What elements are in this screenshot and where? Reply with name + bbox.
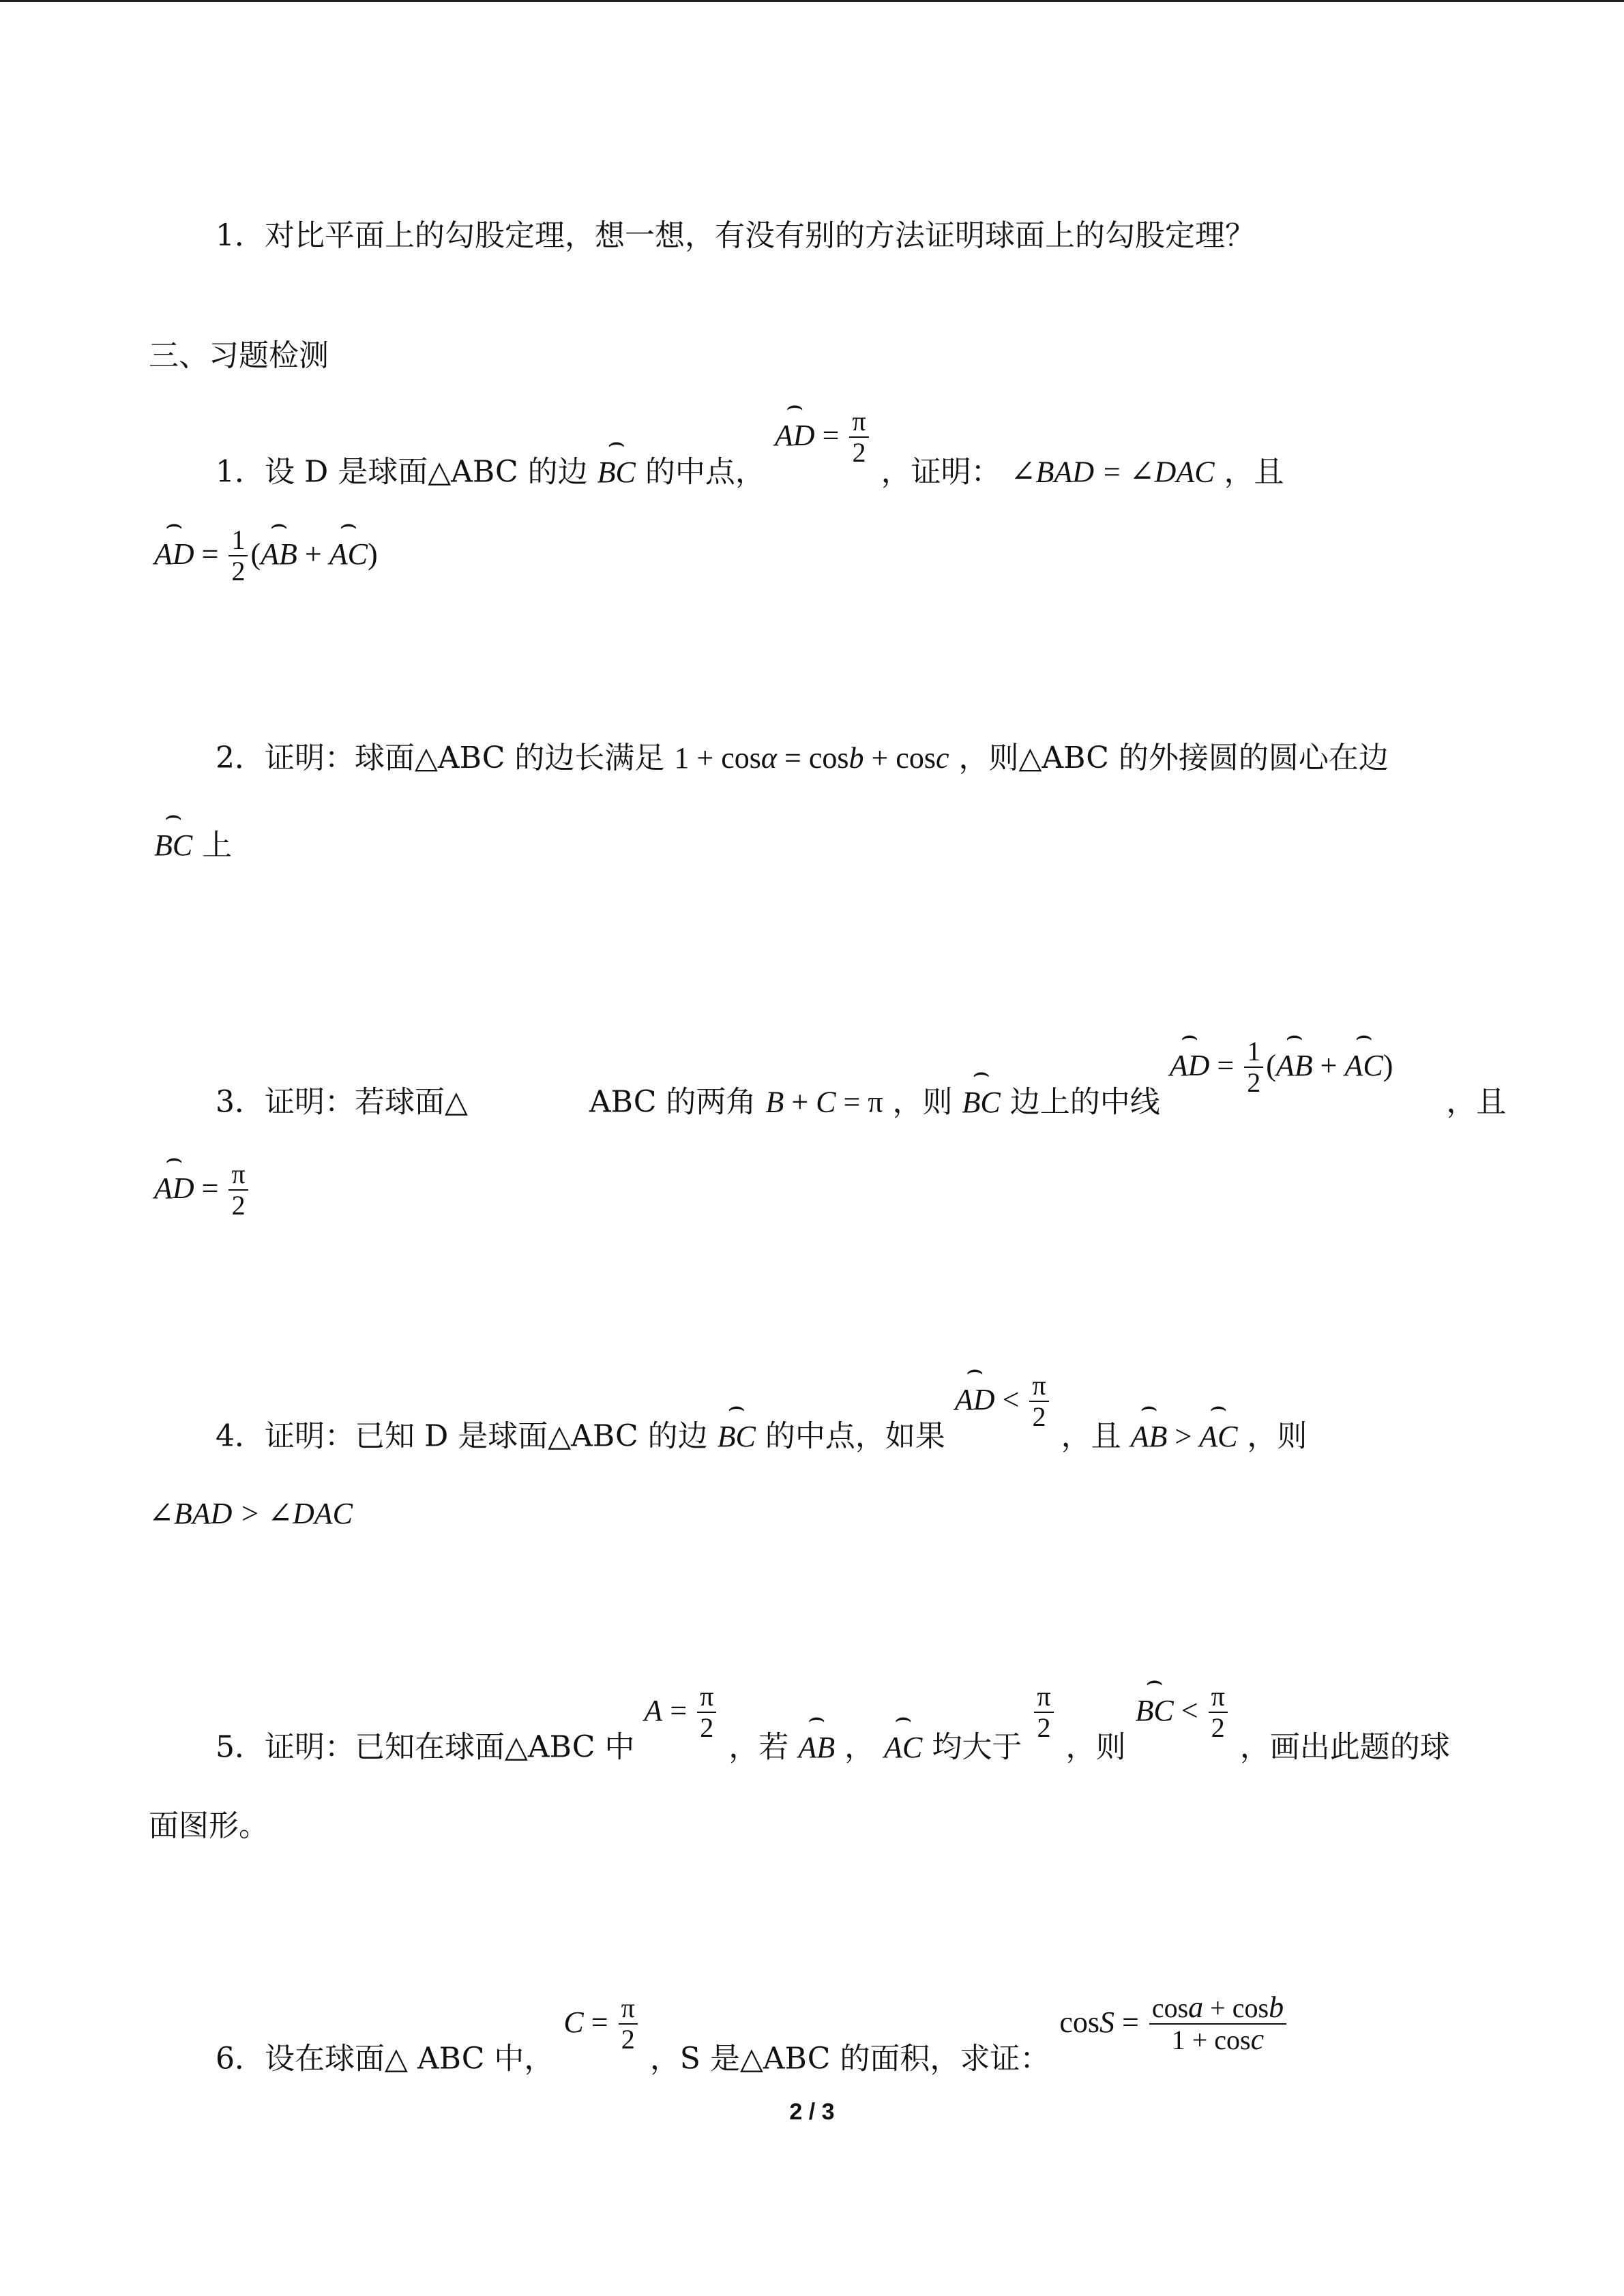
math-cos-s-formula: cosS = $\frac{\cos a + \cos b}{1 + \cos c}$ <box>1059 2005 1289 2040</box>
exercise-3-line-1 <box>216 1036 1507 1135</box>
math-ad-less-than-pi-over-2: ⌢ AD < $\frac{\pi}{2}$ <box>955 1382 1052 1417</box>
ex5-text-2: ，若 <box>728 1729 789 1765</box>
math-cos-condition: 1 + cosα = cosb + cosc <box>674 741 949 775</box>
ex1-text-1: 1．设 D 是球面△ABC 的边 <box>216 454 588 490</box>
ex5-text-5: ，则 <box>1065 1729 1126 1765</box>
math-ad-equals-half-ab-plus-ac: ⌢ AD = $\frac{1}{2}$ (⌢ AB + ⌢ AC) <box>1170 1048 1393 1083</box>
section-title: 三、习题检测 <box>149 338 329 373</box>
ex5-text-6: ，画出此题的球 <box>1239 1729 1450 1765</box>
exercise-5-line-1 <box>216 1681 1450 1780</box>
triangle-symbol: △ <box>385 2041 408 2076</box>
ex5-text-3: ， <box>844 1729 875 1765</box>
math-arc-ac: ⌢ AC <box>884 1727 922 1768</box>
math-ad-equals-pi-over-2: ⌢ AD = $\frac{\pi}{2}$ <box>775 418 872 453</box>
ex3-text-3: ，则 <box>892 1084 953 1120</box>
ex1-text-4: ，且 <box>1224 454 1284 490</box>
math-arc-bc: ⌢ BC <box>154 825 192 866</box>
exercise-4-line-2 <box>149 1493 353 1534</box>
math-arc-bc: ⌢ BC <box>597 452 636 493</box>
math-pi-over-2: $\frac{\pi}{2}$ <box>1031 1693 1056 1728</box>
ex2-text-2: ，则 <box>958 741 1019 775</box>
ex2-text-1: 2．证明：球面△ABC 的边长满足 <box>216 741 665 775</box>
ex4-text-2: 的中点，如果 <box>765 1418 945 1454</box>
ex4-text-3: ，且 <box>1061 1418 1121 1454</box>
math-angle-bad-greater-than-dac: ∠BAD > ∠DAC <box>149 1497 353 1530</box>
page-number: 2 / 3 <box>789 2099 835 2125</box>
ex1-text-2: 的中点， <box>645 454 765 490</box>
exercise-1-line-1 <box>216 406 1284 505</box>
ex2-text-4: 上 <box>202 828 233 863</box>
ex3-text-2: ABC 的两角 <box>589 1084 756 1120</box>
triangle-symbol: △ <box>1018 741 1042 775</box>
ex2-text-3: ABC 的外接圆的圆心在边 <box>1042 741 1389 775</box>
ex5-text-4: 均大于 <box>932 1729 1022 1765</box>
ex1-text-3: ，证明： <box>881 454 1001 490</box>
math-c-equals-pi-over-2: C = $\frac{\pi}{2}$ <box>563 2005 640 2040</box>
ex3-text-4: 边上的中线 <box>1009 1084 1160 1120</box>
ex6-text-1: 6．设在球面 <box>216 2041 385 2076</box>
ex3-text-1: 3．证明：若球面 <box>216 1084 445 1120</box>
exercise-2-line-2 <box>154 825 232 866</box>
math-ad-equals-half-ab-plus-ac: ⌢ AD = $\frac{1}{2}$ (⌢ AB + ⌢ AC) <box>154 537 378 571</box>
ex6-text-2: ABC 中， <box>417 2041 555 2076</box>
math-ad-equals-pi-over-2: ⌢ AD = $\frac{\pi}{2}$ <box>154 1171 251 1206</box>
math-bc-less-than-pi-over-2: ⌢ BC < $\frac{\pi}{2}$ <box>1136 1693 1230 1728</box>
ex4-text-4: ，则 <box>1247 1418 1308 1454</box>
exercise-3-line-2 <box>154 1159 251 1221</box>
ex3-text-5: ，且 <box>1446 1084 1507 1120</box>
math-ab-greater-than-ac: ⌢ AB > ⌢ AC <box>1131 1420 1238 1453</box>
exercise-5-line-2: 面图形。 <box>149 1808 269 1843</box>
exercise-2-line-1 <box>216 738 1389 779</box>
ex6-text-3: ，S 是△ABC 的面积，求证： <box>649 2041 1050 2076</box>
exercise-6-line-1 <box>216 1991 1289 2092</box>
exercise-1-line-2 <box>154 525 378 586</box>
math-arc-bc: ⌢ BC <box>718 1416 756 1457</box>
triangle-symbol: △ <box>445 1084 468 1120</box>
ex5-text-1: 5．证明：已知在球面△ABC 中 <box>216 1729 635 1765</box>
math-arc-ab: ⌢ AB <box>798 1727 835 1768</box>
discussion-question-1: 1．对比平面上的勾股定理，想一想，有没有别的方法证明球面上的勾股定理？ <box>216 218 1255 253</box>
math-arc-bc: ⌢ BC <box>962 1082 1001 1123</box>
math-a-equals-pi-over-2: A = $\frac{\pi}{2}$ <box>644 1693 719 1728</box>
exercise-4-line-1 <box>216 1370 1308 1469</box>
math-b-plus-c-equals-pi: B + C = π <box>765 1085 883 1119</box>
ex4-text-1: 4．证明：已知 D 是球面△ABC 的边 <box>216 1418 708 1454</box>
page-top-border <box>0 0 1624 2</box>
math-angle-bad-equals-dac: ∠BAD = ∠DAC <box>1010 455 1215 489</box>
